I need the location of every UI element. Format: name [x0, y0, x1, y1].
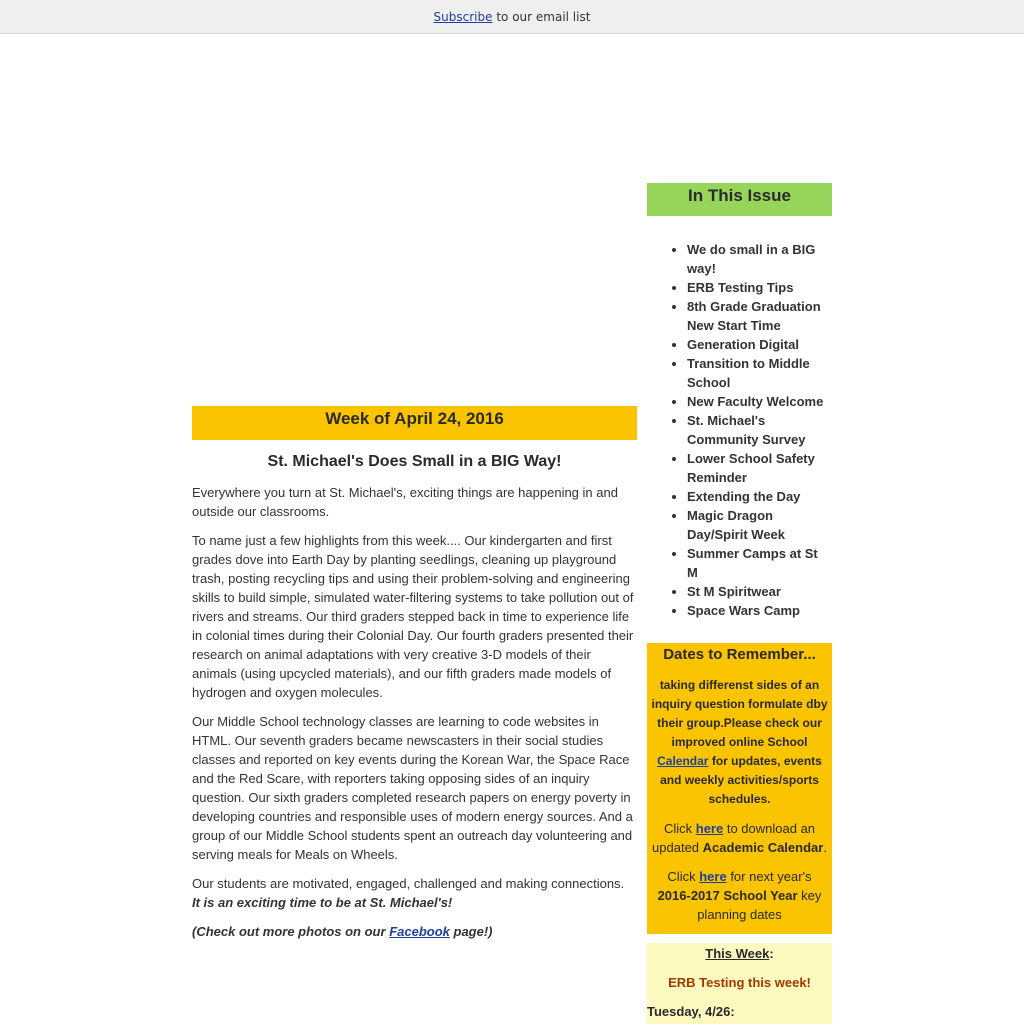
download-text: to download an updated	[652, 821, 816, 855]
dates-body-text-post: for updates, events and weekly activities/sports schedules.	[660, 754, 822, 806]
subscribe-text: to our email list	[496, 10, 591, 24]
closing-text: Our students are motivated, engaged, challenged and making connections.	[192, 876, 625, 891]
erb-testing-text: ERB Testing this week!	[668, 975, 811, 990]
dates-to-remember-box	[647, 643, 832, 934]
issue-item: • 8th Grade Graduation New Start Time	[687, 297, 832, 335]
click-text: Click	[667, 869, 696, 884]
academic-calendar-label: Academic Calendar	[702, 840, 824, 855]
facebook-link[interactable]: Facebook	[389, 924, 450, 939]
article-headline: St. Michael's Does Small in a BIG Way!	[267, 453, 562, 470]
next-year-text: for next year's	[730, 869, 812, 884]
issue-item: • Extending the Day	[687, 487, 832, 506]
issue-item: • Space Wars Camp	[687, 601, 832, 620]
issue-item: • St. Michael's Community Survey	[687, 411, 832, 449]
this-week-box	[647, 943, 832, 1024]
issue-item: • St M Spiritwear	[687, 582, 832, 601]
issue-list	[647, 240, 832, 620]
article-paragraph: Everywhere you turn at St. Michael's, exciting things are happening in and outside our classrooms.	[192, 485, 618, 519]
dates-body	[651, 676, 828, 809]
week-banner: Week of April 24, 2016	[192, 406, 637, 440]
calendar-link[interactable]: Calendar	[657, 754, 709, 768]
issue-item: • Lower School Safety Reminder	[687, 449, 832, 487]
tuesday-label: Tuesday, 4/26:	[647, 1004, 735, 1019]
closing-bold-italic: It is an exciting time to be at St. Michael's!	[192, 895, 453, 910]
here-link-school-year[interactable]: here	[699, 869, 727, 884]
issue-item: • Transition to Middle School	[687, 354, 832, 392]
issue-item: • Summer Camps at St M	[687, 544, 832, 582]
dates-title: Dates to Remember...	[663, 646, 816, 663]
article-paragraph: To name just a few highlights from this week.... Our kindergarten and first grades dove into Earth Day by planting seedlings, cleaning up playground trash, posting recycling tips and using their problem-solving and engineering skills to build simple, simulated water-filtering systems to take pollution out of rivers and streams. Our third graders stepped back in time to experience life in colonial times during their Colonial Day. Our fourth graders presented their research on animal adaptations with very creative 3-D models of their animals (using upcycled materials), and our fifth graders made models of hydrogen and oxygen molecules.	[192, 533, 634, 700]
issue-item: • New Faculty Welcome	[687, 392, 832, 411]
issue-item: • Magic Dragon Day/Spirit Week	[687, 506, 832, 544]
period: .	[823, 840, 827, 855]
school-year-label: 2016-2017 School Year	[657, 888, 798, 903]
dates-body-text: taking differenst sides of an inquiry question formulate dby their group.Please check our improved online School	[651, 678, 828, 749]
facebook-paragraph	[192, 922, 637, 941]
main-article	[192, 406, 637, 951]
closing-paragraph	[192, 874, 637, 912]
sidebar	[647, 183, 832, 620]
in-this-issue-header: In This Issue	[647, 183, 832, 216]
issue-item: • Generation Digital	[687, 335, 832, 354]
article-paragraph: Our Middle School technology classes are learning to code websites in HTML. Our seventh graders became newscasters in their social studies classes and reported on key events during the Korean War, the Space Race and the Red Scare, with reporters taking opposing sides of an inquiry question. Our sixth graders completed research papers on energy poverty in developing countries and responsible uses of modern energy sources. And a group of our Middle School students spent an outreach day volunteering and serving meals for Meals on Wheels.	[192, 714, 633, 862]
issue-item: • ERB Testing Tips	[687, 278, 832, 297]
this-week-title	[647, 944, 832, 963]
facebook-prefix: (Check out more photos on our	[192, 924, 386, 939]
school-year-line	[651, 867, 828, 924]
subscribe-bar	[0, 0, 1024, 34]
click-text: Click	[663, 821, 693, 836]
colon: :	[769, 946, 774, 961]
issue-item: • We do small in a BIG way!	[687, 240, 832, 278]
this-week-label: This Week	[705, 946, 770, 961]
facebook-suffix: page!)	[453, 924, 493, 939]
here-link-academic[interactable]: here	[695, 821, 724, 836]
academic-calendar-line	[651, 819, 828, 857]
subscribe-link[interactable]: Subscribe	[433, 10, 493, 24]
key-dates-text: key planning dates	[697, 888, 822, 922]
